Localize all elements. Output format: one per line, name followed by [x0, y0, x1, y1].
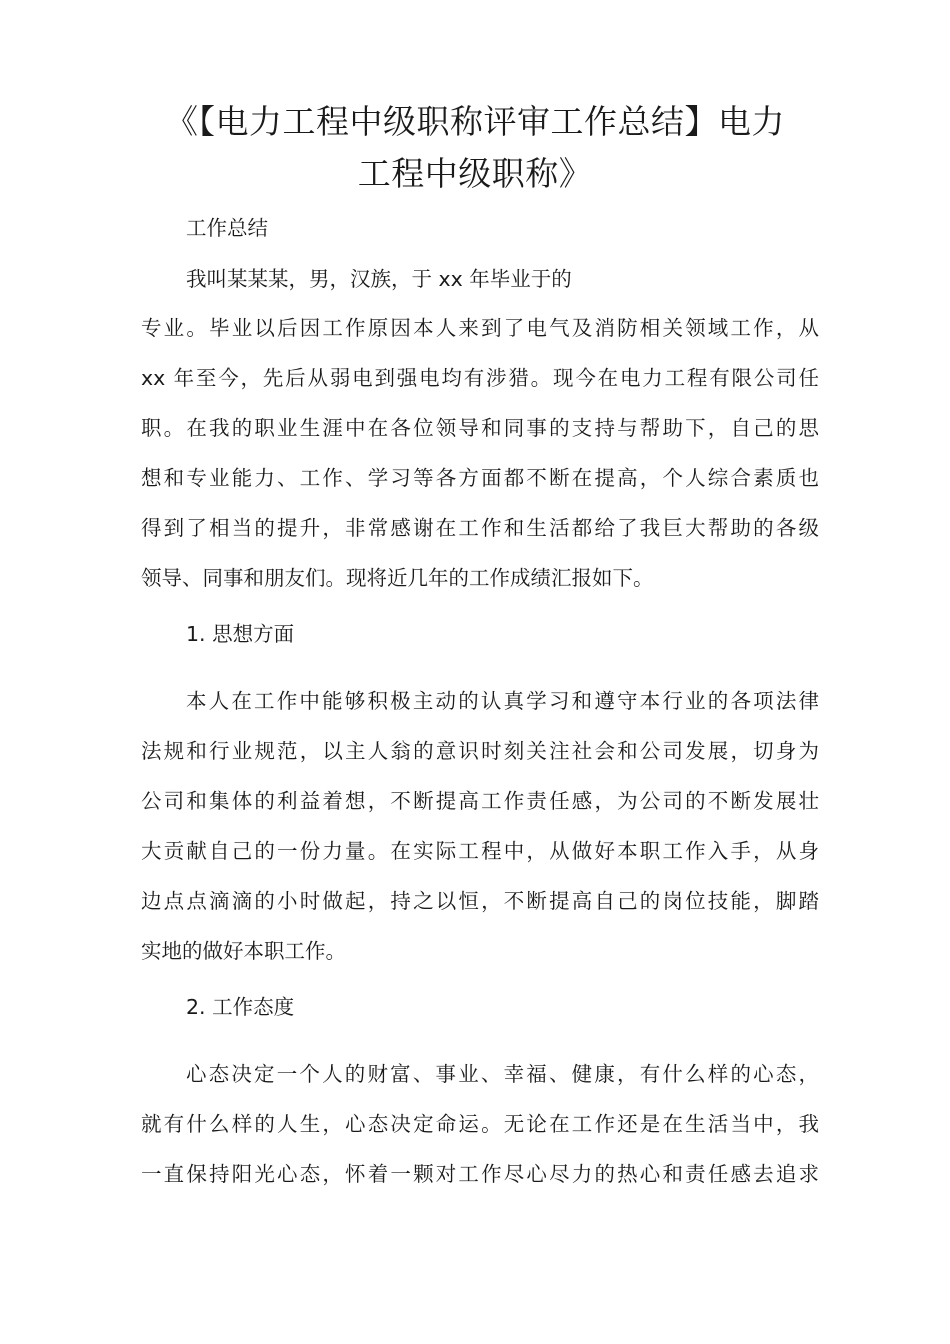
subtitle: 工作总结 [186, 216, 268, 240]
intro-line-4: 职。在我的职业生涯中在各位领导和同事的支持与帮助下，自己的思 [141, 416, 819, 440]
intro-line-6: 得到了相当的提升，非常感谢在工作和生活都给了我巨大帮助的各级 [141, 516, 819, 540]
title-line-1: 《【电力工程中级职称评审工作总结】电力 [165, 102, 785, 141]
section-2-line-1: 心态决定一个人的财富、事业、幸福、健康，有什么样的心态， [186, 1062, 819, 1086]
intro-line-7: 领导、同事和朋友们。现将近几年的工作成绩汇报如下。 [141, 566, 654, 590]
section-1-line-1: 本人在工作中能够积极主动的认真学习和遵守本行业的各项法律 [186, 689, 819, 713]
intro-line-3: xx 年至今，先后从弱电到强电均有涉猎。现今在电力工程有限公司任 [141, 366, 819, 390]
document-title [120, 96, 830, 200]
section-2-line-3: 一直保持阳光心态，怀着一颗对工作尽心尽力的热心和责任感去追求 [141, 1162, 819, 1186]
intro-line-5: 想和专业能力、工作、学习等各方面都不断在提高，个人综合素质也 [141, 466, 819, 490]
intro-line-2: 专业。毕业以后因工作原因本人来到了电气及消防相关领域工作，从 [141, 316, 819, 340]
section-1-line-6: 实地的做好本职工作。 [141, 939, 346, 963]
section-1-line-3: 公司和集体的利益着想，不断提高工作责任感，为公司的不断发展壮 [141, 789, 819, 813]
section-1-line-2: 法规和行业规范，以主人翁的意识时刻关注社会和公司发展，切身为 [141, 739, 819, 763]
section-2-heading: 2. 工作态度 [186, 995, 295, 1019]
title-line-2: 工程中级职称》 [357, 154, 593, 193]
section-1-heading: 1. 思想方面 [186, 622, 295, 646]
intro-line-1: 我叫某某某，男，汉族，于 xx 年毕业于的 [186, 267, 572, 291]
section-2-line-2: 就有什么样的人生，心态决定命运。无论在工作还是在生活当中，我 [141, 1112, 819, 1136]
section-1-line-5: 边点点滴滴的小时做起，持之以恒，不断提高自己的岗位技能，脚踏 [141, 889, 819, 913]
section-1-line-4: 大贡献自己的一份力量。在实际工程中，从做好本职工作入手，从身 [141, 839, 819, 863]
